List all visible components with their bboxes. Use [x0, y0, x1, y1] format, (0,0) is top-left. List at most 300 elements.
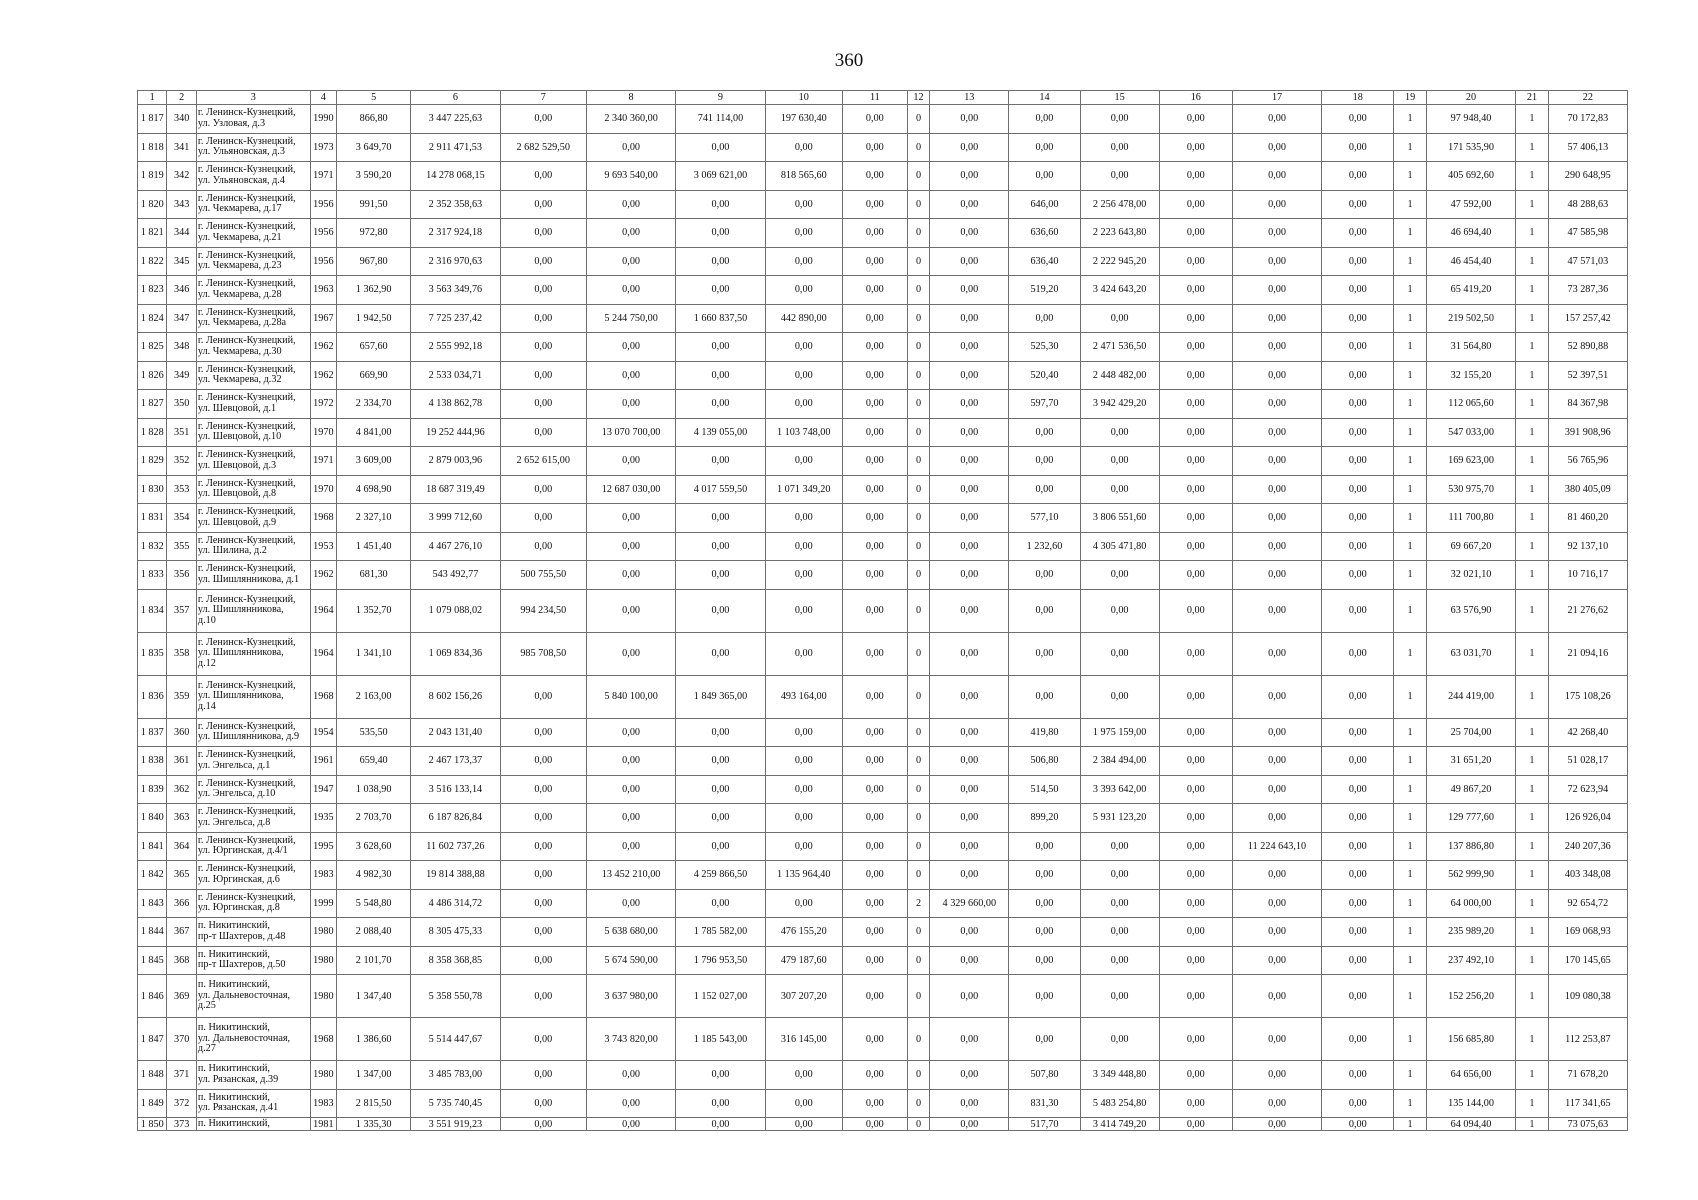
cell-col-1: 1 828 [138, 418, 167, 447]
cell-col-14: 0,00 [1009, 1018, 1080, 1061]
cell-col-5: 669,90 [337, 361, 411, 390]
cell-col-10: 1 103 748,00 [765, 418, 842, 447]
address-line: ул. Юргинская, д.8 [197, 902, 280, 914]
cell-col-13: 0,00 [930, 361, 1009, 390]
cell-col-2: 363 [167, 804, 196, 833]
address-line: ул. Шевцовой, д.10 [197, 431, 282, 443]
cell-col-13: 0,00 [930, 532, 1009, 561]
cell-col-15: 0,00 [1080, 946, 1159, 975]
cell-col-7: 0,00 [500, 333, 586, 362]
address-line: г. Ленинск-Кузнецкий, [197, 834, 296, 846]
cell-col-19: 1 [1394, 190, 1427, 219]
cell-col-16: 0,00 [1159, 889, 1232, 918]
cell-col-16: 0,00 [1159, 861, 1232, 890]
address-line: ул. Чекмарева, д.28 [197, 288, 282, 300]
cell-col-15: 0,00 [1080, 561, 1159, 590]
cell-col-12: 0 [907, 504, 929, 533]
cell-col-20: 112 065,60 [1426, 390, 1515, 419]
cell-col-10: 316 145,00 [765, 1018, 842, 1061]
cell-col-19: 1 [1394, 918, 1427, 947]
address-line: ул. Рязанская, д.41 [197, 1102, 279, 1114]
cell-col-13: 0,00 [930, 975, 1009, 1018]
cell-col-10: 0,00 [765, 889, 842, 918]
address-line: г. Ленинск-Кузнецкий, [197, 863, 296, 875]
table-row [138, 333, 1628, 362]
cell-col-16: 0,00 [1159, 105, 1232, 134]
cell-col-19: 1 [1394, 589, 1427, 632]
cell-col-22: 81 460,20 [1548, 504, 1627, 533]
cell-col-5: 2 101,70 [337, 946, 411, 975]
cell-col-4: 1961 [310, 747, 336, 776]
cell-col-22: 48 288,63 [1548, 190, 1627, 219]
cell-col-13: 0,00 [930, 190, 1009, 219]
cell-col-15: 2 448 482,00 [1080, 361, 1159, 390]
cell-col-19: 1 [1394, 390, 1427, 419]
cell-col-1: 1 833 [138, 561, 167, 590]
cell-col-16: 0,00 [1159, 632, 1232, 675]
column-header: 12 [907, 91, 929, 105]
cell-col-19: 1 [1394, 804, 1427, 833]
cell-col-7: 0,00 [500, 775, 586, 804]
cell-col-19: 1 [1394, 632, 1427, 675]
address-cell [196, 1089, 310, 1118]
cell-col-9: 1 849 365,00 [676, 675, 765, 718]
cell-col-8: 0,00 [586, 561, 675, 590]
cell-col-2: 368 [167, 946, 196, 975]
cell-col-14: 514,50 [1009, 775, 1080, 804]
cell-col-20: 171 535,90 [1426, 133, 1515, 162]
address-line: ул. Чекмарева, д.28а [197, 317, 287, 329]
cell-col-1: 1 825 [138, 333, 167, 362]
cell-col-7: 0,00 [500, 832, 586, 861]
cell-col-22: 56 765,96 [1548, 447, 1627, 476]
cell-col-19: 1 [1394, 975, 1427, 1018]
cell-col-12: 0 [907, 532, 929, 561]
cell-col-8: 0,00 [586, 804, 675, 833]
cell-col-6: 8 305 475,33 [411, 918, 500, 947]
cell-col-21: 1 [1516, 747, 1549, 776]
cell-col-12: 0 [907, 561, 929, 590]
cell-col-15: 3 942 429,20 [1080, 390, 1159, 419]
cell-col-8: 9 693 540,00 [586, 162, 675, 191]
cell-col-18: 0,00 [1322, 390, 1394, 419]
cell-col-9: 3 069 621,00 [676, 162, 765, 191]
cell-col-6: 5 735 740,45 [411, 1089, 500, 1118]
cell-col-16: 0,00 [1159, 162, 1232, 191]
cell-col-8: 0,00 [586, 889, 675, 918]
address-line: ул. Ульяновская, д.3 [197, 146, 285, 158]
cell-col-7: 0,00 [500, 804, 586, 833]
cell-col-9: 0,00 [676, 1118, 765, 1131]
cell-col-9: 1 185 543,00 [676, 1018, 765, 1061]
cell-col-4: 1962 [310, 561, 336, 590]
cell-col-20: 31 564,80 [1426, 333, 1515, 362]
cell-col-8: 0,00 [586, 333, 675, 362]
cell-col-7: 0,00 [500, 675, 586, 718]
cell-col-17: 0,00 [1232, 561, 1321, 590]
cell-col-1: 1 840 [138, 804, 167, 833]
cell-col-14: 899,20 [1009, 804, 1080, 833]
address-cell [196, 804, 310, 833]
cell-col-5: 659,40 [337, 747, 411, 776]
cell-col-5: 535,50 [337, 718, 411, 747]
cell-col-9: 1 796 953,50 [676, 946, 765, 975]
cell-col-11: 0,00 [842, 561, 907, 590]
cell-col-16: 0,00 [1159, 190, 1232, 219]
cell-col-5: 3 609,00 [337, 447, 411, 476]
cell-col-1: 1 842 [138, 861, 167, 890]
cell-col-11: 0,00 [842, 832, 907, 861]
cell-col-19: 1 [1394, 889, 1427, 918]
cell-col-13: 0,00 [930, 561, 1009, 590]
table-header [138, 91, 1628, 105]
cell-col-2: 357 [167, 589, 196, 632]
cell-col-22: 73 075,63 [1548, 1118, 1627, 1131]
column-header: 2 [167, 91, 196, 105]
cell-col-5: 681,30 [337, 561, 411, 590]
cell-col-4: 1935 [310, 804, 336, 833]
cell-col-15: 3 424 643,20 [1080, 276, 1159, 305]
cell-col-10: 0,00 [765, 190, 842, 219]
cell-col-20: 63 031,70 [1426, 632, 1515, 675]
cell-col-15: 0,00 [1080, 418, 1159, 447]
cell-col-4: 1954 [310, 718, 336, 747]
cell-col-1: 1 831 [138, 504, 167, 533]
cell-col-19: 1 [1394, 832, 1427, 861]
cell-col-9: 0,00 [676, 775, 765, 804]
cell-col-22: 92 137,10 [1548, 532, 1627, 561]
cell-col-10: 0,00 [765, 532, 842, 561]
cell-col-17: 0,00 [1232, 804, 1321, 833]
cell-col-19: 1 [1394, 447, 1427, 476]
column-header: 14 [1009, 91, 1080, 105]
table-row [138, 975, 1628, 1018]
cell-col-22: 380 405,09 [1548, 475, 1627, 504]
address-line: г. Ленинск-Кузнецкий, [197, 534, 296, 546]
cell-col-7: 0,00 [500, 1061, 586, 1090]
address-line: д.14 [197, 700, 216, 712]
cell-col-7: 0,00 [500, 276, 586, 305]
cell-col-9: 1 785 582,00 [676, 918, 765, 947]
column-header: 7 [500, 91, 586, 105]
cell-col-17: 0,00 [1232, 475, 1321, 504]
cell-col-9: 1 152 027,00 [676, 975, 765, 1018]
cell-col-20: 244 419,00 [1426, 675, 1515, 718]
cell-col-13: 0,00 [930, 219, 1009, 248]
cell-col-8: 2 340 360,00 [586, 105, 675, 134]
cell-col-13: 0,00 [930, 804, 1009, 833]
cell-col-17: 0,00 [1232, 946, 1321, 975]
cell-col-16: 0,00 [1159, 418, 1232, 447]
address-line: г. Ленинск-Кузнецкий, [197, 335, 296, 347]
cell-col-9: 0,00 [676, 333, 765, 362]
address-cell [196, 1118, 310, 1131]
cell-col-11: 0,00 [842, 975, 907, 1018]
cell-col-11: 0,00 [842, 1118, 907, 1131]
cell-col-21: 1 [1516, 162, 1549, 191]
cell-col-15: 1 975 159,00 [1080, 718, 1159, 747]
cell-col-2: 358 [167, 632, 196, 675]
cell-col-8: 0,00 [586, 775, 675, 804]
cell-col-11: 0,00 [842, 133, 907, 162]
column-header: 17 [1232, 91, 1321, 105]
cell-col-15: 0,00 [1080, 133, 1159, 162]
cell-col-22: 169 068,93 [1548, 918, 1627, 947]
cell-col-9: 0,00 [676, 190, 765, 219]
cell-col-4: 1964 [310, 589, 336, 632]
cell-col-11: 0,00 [842, 589, 907, 632]
cell-col-19: 1 [1394, 361, 1427, 390]
cell-col-18: 0,00 [1322, 504, 1394, 533]
column-header: 21 [1516, 91, 1549, 105]
address-cell [196, 532, 310, 561]
cell-col-1: 1 846 [138, 975, 167, 1018]
cell-col-18: 0,00 [1322, 219, 1394, 248]
cell-col-6: 2 043 131,40 [411, 718, 500, 747]
address-cell [196, 247, 310, 276]
cell-col-19: 1 [1394, 946, 1427, 975]
page-number: 360 [834, 50, 864, 71]
cell-col-14: 0,00 [1009, 418, 1080, 447]
cell-col-16: 0,00 [1159, 133, 1232, 162]
cell-col-22: 112 253,87 [1548, 1018, 1627, 1061]
cell-col-5: 972,80 [337, 219, 411, 248]
cell-col-19: 1 [1394, 133, 1427, 162]
cell-col-1: 1 819 [138, 162, 167, 191]
cell-col-2: 341 [167, 133, 196, 162]
cell-col-12: 0 [907, 475, 929, 504]
cell-col-1: 1 838 [138, 747, 167, 776]
cell-col-21: 1 [1516, 390, 1549, 419]
cell-col-10: 1 071 349,20 [765, 475, 842, 504]
address-line: ул. Узловая, д.3 [197, 117, 266, 129]
address-line: г. Ленинск-Кузнецкий, [197, 392, 296, 404]
cell-col-4: 1963 [310, 276, 336, 305]
table-row [138, 447, 1628, 476]
cell-col-16: 0,00 [1159, 447, 1232, 476]
cell-col-15: 0,00 [1080, 589, 1159, 632]
cell-col-7: 0,00 [500, 304, 586, 333]
cell-col-17: 0,00 [1232, 190, 1321, 219]
cell-col-9: 0,00 [676, 361, 765, 390]
cell-col-9: 4 139 055,00 [676, 418, 765, 447]
cell-col-21: 1 [1516, 918, 1549, 947]
column-header: 22 [1548, 91, 1627, 105]
cell-col-13: 0,00 [930, 504, 1009, 533]
cell-col-8: 0,00 [586, 718, 675, 747]
cell-col-9: 0,00 [676, 447, 765, 476]
cell-col-19: 1 [1394, 219, 1427, 248]
cell-col-10: 0,00 [765, 504, 842, 533]
address-cell [196, 632, 310, 675]
address-cell [196, 889, 310, 918]
cell-col-15: 2 223 643,80 [1080, 219, 1159, 248]
cell-col-8: 0,00 [586, 1118, 675, 1131]
cell-col-20: 47 592,00 [1426, 190, 1515, 219]
cell-col-5: 4 841,00 [337, 418, 411, 447]
cell-col-8: 5 674 590,00 [586, 946, 675, 975]
cell-col-4: 1980 [310, 975, 336, 1018]
address-line: п. Никитинский, [197, 1063, 270, 1075]
cell-col-15: 2 222 945,20 [1080, 247, 1159, 276]
cell-col-10: 0,00 [765, 133, 842, 162]
cell-col-21: 1 [1516, 304, 1549, 333]
cell-col-22: 57 406,13 [1548, 133, 1627, 162]
cell-col-20: 111 700,80 [1426, 504, 1515, 533]
column-header: 20 [1426, 91, 1515, 105]
cell-col-1: 1 843 [138, 889, 167, 918]
cell-col-7: 0,00 [500, 1018, 586, 1061]
cell-col-4: 1983 [310, 1089, 336, 1118]
cell-col-12: 0 [907, 333, 929, 362]
cell-col-11: 0,00 [842, 1018, 907, 1061]
cell-col-9: 0,00 [676, 247, 765, 276]
cell-col-21: 1 [1516, 105, 1549, 134]
cell-col-6: 19 252 444,96 [411, 418, 500, 447]
cell-col-20: 32 021,10 [1426, 561, 1515, 590]
address-line: г. Ленинск-Кузнецкий, [197, 891, 296, 903]
cell-col-16: 0,00 [1159, 718, 1232, 747]
address-cell [196, 561, 310, 590]
table-row [138, 532, 1628, 561]
cell-col-7: 0,00 [500, 418, 586, 447]
cell-col-20: 235 989,20 [1426, 918, 1515, 947]
cell-col-20: 49 867,20 [1426, 775, 1515, 804]
cell-col-2: 350 [167, 390, 196, 419]
cell-col-18: 0,00 [1322, 832, 1394, 861]
cell-col-11: 0,00 [842, 632, 907, 675]
cell-col-18: 0,00 [1322, 333, 1394, 362]
table-row [138, 1089, 1628, 1118]
address-line: ул. Чекмарева, д.17 [197, 203, 282, 215]
cell-col-12: 0 [907, 190, 929, 219]
cell-col-6: 3 563 349,76 [411, 276, 500, 305]
cell-col-13: 0,00 [930, 589, 1009, 632]
cell-col-6: 5 358 550,78 [411, 975, 500, 1018]
cell-col-7: 0,00 [500, 361, 586, 390]
cell-col-17: 0,00 [1232, 304, 1321, 333]
cell-col-17: 0,00 [1232, 276, 1321, 305]
cell-col-5: 991,50 [337, 190, 411, 219]
address-line: г. Ленинск-Кузнецкий, [197, 164, 296, 176]
cell-col-19: 1 [1394, 1061, 1427, 1090]
cell-col-2: 348 [167, 333, 196, 362]
cell-col-4: 1980 [310, 1061, 336, 1090]
cell-col-16: 0,00 [1159, 561, 1232, 590]
cell-col-22: 21 094,16 [1548, 632, 1627, 675]
cell-col-4: 1999 [310, 889, 336, 918]
cell-col-5: 1 341,10 [337, 632, 411, 675]
cell-col-2: 361 [167, 747, 196, 776]
address-cell [196, 333, 310, 362]
cell-col-4: 1962 [310, 361, 336, 390]
cell-col-2: 355 [167, 532, 196, 561]
cell-col-2: 367 [167, 918, 196, 947]
cell-col-6: 3 551 919,23 [411, 1118, 500, 1131]
address-cell [196, 918, 310, 947]
cell-col-21: 1 [1516, 675, 1549, 718]
cell-col-15: 0,00 [1080, 861, 1159, 890]
cell-col-1: 1 817 [138, 105, 167, 134]
column-header: 3 [196, 91, 310, 105]
table-row [138, 918, 1628, 947]
cell-col-22: 391 908,96 [1548, 418, 1627, 447]
address-line: ул. Шишлянникова, [197, 690, 284, 702]
cell-col-8: 0,00 [586, 190, 675, 219]
cell-col-6: 7 725 237,42 [411, 304, 500, 333]
cell-col-8: 0,00 [586, 390, 675, 419]
address-cell [196, 447, 310, 476]
cell-col-4: 1981 [310, 1118, 336, 1131]
cell-col-2: 370 [167, 1018, 196, 1061]
cell-col-22: 47 585,98 [1548, 219, 1627, 248]
cell-col-17: 0,00 [1232, 1118, 1321, 1131]
cell-col-8: 13 070 700,00 [586, 418, 675, 447]
cell-col-18: 0,00 [1322, 1089, 1394, 1118]
cell-col-14: 646,00 [1009, 190, 1080, 219]
address-line: ул. Дальневосточная, [197, 1032, 291, 1044]
cell-col-13: 0,00 [930, 775, 1009, 804]
cell-col-9: 0,00 [676, 504, 765, 533]
address-line: ул. Рязанская, д.39 [197, 1073, 279, 1085]
cell-col-20: 219 502,50 [1426, 304, 1515, 333]
cell-col-18: 0,00 [1322, 747, 1394, 776]
cell-col-10: 0,00 [765, 747, 842, 776]
address-line: ул. Чекмарева, д.32 [197, 374, 282, 386]
cell-col-19: 1 [1394, 718, 1427, 747]
cell-col-16: 0,00 [1159, 1061, 1232, 1090]
cell-col-17: 0,00 [1232, 447, 1321, 476]
cell-col-16: 0,00 [1159, 832, 1232, 861]
cell-col-21: 1 [1516, 447, 1549, 476]
cell-col-12: 0 [907, 247, 929, 276]
address-line: ул. Шишлянникова, д.9 [197, 731, 300, 743]
cell-col-4: 1962 [310, 333, 336, 362]
cell-col-2: 359 [167, 675, 196, 718]
cell-col-22: 10 716,17 [1548, 561, 1627, 590]
cell-col-9: 0,00 [676, 561, 765, 590]
cell-col-11: 0,00 [842, 504, 907, 533]
cell-col-20: 530 975,70 [1426, 475, 1515, 504]
address-line: г. Ленинск-Кузнецкий, [197, 278, 296, 290]
column-header: 15 [1080, 91, 1159, 105]
cell-col-7: 0,00 [500, 219, 586, 248]
address-cell [196, 219, 310, 248]
cell-col-1: 1 834 [138, 589, 167, 632]
cell-col-17: 0,00 [1232, 632, 1321, 675]
cell-col-15: 0,00 [1080, 447, 1159, 476]
cell-col-11: 0,00 [842, 219, 907, 248]
cell-col-12: 0 [907, 1118, 929, 1131]
table-row [138, 504, 1628, 533]
cell-col-2: 360 [167, 718, 196, 747]
cell-col-13: 0,00 [930, 1061, 1009, 1090]
cell-col-1: 1 850 [138, 1118, 167, 1131]
cell-col-8: 5 244 750,00 [586, 304, 675, 333]
cell-col-11: 0,00 [842, 247, 907, 276]
cell-col-6: 4 486 314,72 [411, 889, 500, 918]
address-line: г. Ленинск-Кузнецкий, [197, 636, 296, 648]
address-cell [196, 718, 310, 747]
cell-col-18: 0,00 [1322, 589, 1394, 632]
cell-col-10: 0,00 [765, 589, 842, 632]
cell-col-18: 0,00 [1322, 162, 1394, 191]
cell-col-7: 0,00 [500, 918, 586, 947]
cell-col-5: 657,60 [337, 333, 411, 362]
cell-col-15: 2 471 536,50 [1080, 333, 1159, 362]
cell-col-17: 0,00 [1232, 219, 1321, 248]
cell-col-21: 1 [1516, 532, 1549, 561]
